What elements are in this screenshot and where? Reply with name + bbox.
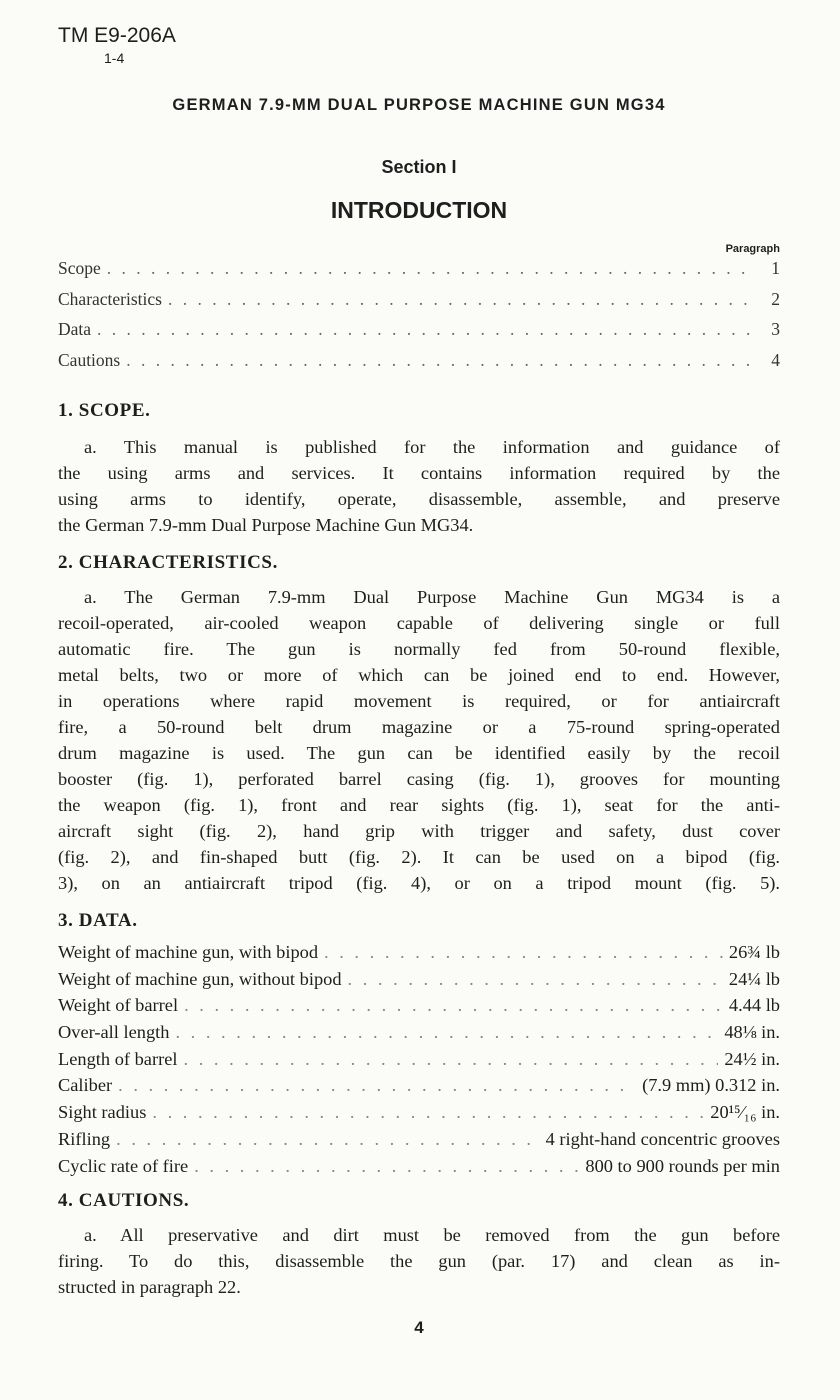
- text-line: a. All preservative and dirt must be removed from the gun before: [84, 1225, 780, 1245]
- data-row: [58, 1156, 780, 1183]
- data-label: Sight radius: [58, 1102, 147, 1123]
- toc-item-data: [58, 319, 780, 350]
- leader-dots: [348, 969, 723, 990]
- manual-page: [58, 0, 780, 1400]
- document-title: GERMAN 7.9-MM DUAL PURPOSE MACHINE GUN MG34: [172, 96, 666, 114]
- text-line: the weapon (fig. 1), front and rear sights (fig. 1), seat for the anti-: [58, 795, 780, 815]
- leader-dots: [118, 1075, 636, 1096]
- leader-dots: [107, 258, 756, 279]
- data-row: [58, 942, 780, 969]
- leader-dots: [116, 1129, 539, 1150]
- data-label: Weight of barrel: [58, 995, 179, 1016]
- data-row: [58, 1075, 780, 1102]
- data-value: 24½ in.: [724, 1048, 780, 1069]
- text-line: drum magazine is used. The gun can be identified easily by the recoil: [58, 743, 780, 763]
- leader-dots: [175, 1022, 718, 1043]
- section-title: INTRODUCTION: [330, 197, 508, 223]
- text-line: aircraft sight (fig. 2), hand grip with trigger and safety, dust cover: [58, 821, 780, 841]
- leader-dots: [324, 942, 723, 963]
- text-line: (fig. 2), and fin-shaped butt (fig. 2). It can be used on a bipod (fig.: [58, 847, 780, 867]
- data-label: Rifling: [58, 1128, 111, 1149]
- data-value: (7.9 mm) 0.312 in.: [642, 1075, 780, 1096]
- text-line: structed in paragraph 22.: [58, 1277, 241, 1297]
- document-id: TM E9-206A: [58, 24, 176, 47]
- data-label: Weight of machine gun, with bipod: [58, 942, 319, 962]
- toc-item-number: 2: [771, 288, 780, 309]
- data-label: Caliber: [58, 1075, 113, 1096]
- text-line: automatic fire. The gun is normally fed from 50-round flexible,: [58, 639, 780, 659]
- characteristics-heading: 2. CHARACTERISTICS.: [58, 552, 278, 573]
- toc-item-label: Scope: [58, 258, 101, 278]
- toc-item-cautions: [58, 350, 780, 381]
- section-label: Section I: [381, 157, 457, 177]
- data-value: 24¼ lb: [728, 968, 780, 989]
- page-number: 4: [414, 1318, 424, 1337]
- toc-item-label: Characteristics: [58, 288, 162, 309]
- toc-item-label: Cautions: [58, 349, 121, 370]
- text-line: in operations where rapid movement is required, or for antiaircraft: [58, 691, 780, 711]
- cautions-heading: 4. CAUTIONS.: [58, 1190, 190, 1211]
- leader-dots: [152, 1102, 704, 1123]
- data-value: 4.44 lb: [728, 995, 780, 1016]
- data-row: [58, 995, 780, 1022]
- leader-dots: [168, 289, 756, 310]
- toc-item-label: Data: [58, 319, 92, 339]
- data-value: 4 right-hand concentric grooves: [545, 1128, 780, 1149]
- data-label: Length of barrel: [58, 1048, 178, 1069]
- data-value: 26¾ lb: [728, 942, 780, 962]
- data-value: 48⅛ in.: [724, 1022, 780, 1043]
- text-line: 3), on an antiaircraft tripod (fig. 4), or on a tripod mount (fig. 5).: [58, 873, 780, 893]
- data-heading: 3. DATA.: [58, 910, 138, 931]
- cautions-paragraph: [58, 1222, 780, 1300]
- text-line: a. The German 7.9-mm Dual Purpose Machine Gun MG34 is a: [84, 587, 780, 607]
- data-value: 20¹⁵⁄₁₆ in.: [710, 1102, 780, 1123]
- paragraph-reference: 1-4: [104, 50, 125, 66]
- data-row: [58, 969, 780, 996]
- text-line: booster (fig. 1), perforated barrel casing (fig. 1), grooves for mounting: [58, 769, 780, 789]
- leader-dots: [184, 1049, 719, 1070]
- leader-dots: [184, 995, 723, 1016]
- data-row: [58, 1022, 780, 1049]
- toc-item-scope: [58, 258, 780, 289]
- data-label: Over-all length: [58, 1022, 170, 1043]
- toc-item-number: 3: [771, 319, 780, 339]
- data-table: [58, 942, 780, 1182]
- data-label: Cyclic rate of fire: [58, 1155, 189, 1176]
- text-line: firing. To do this, disassemble the gun (par. 17) and clean as in-: [58, 1251, 780, 1271]
- toc-item-characteristics: [58, 289, 780, 320]
- scope-heading: 1. SCOPE.: [58, 400, 151, 421]
- data-row: [58, 1049, 780, 1076]
- data-row: [58, 1102, 780, 1129]
- toc-item-number: 4: [771, 349, 780, 370]
- characteristics-paragraph: [58, 584, 780, 896]
- text-line: metal belts, two or more of which can be joined end to end. However,: [58, 665, 780, 685]
- text-line: the German 7.9-mm Dual Purpose Machine Gun MG34.: [58, 515, 474, 535]
- scope-paragraph: [58, 434, 780, 538]
- text-line: fire, a 50-round belt drum magazine or a 75-round spring-operated: [58, 717, 780, 737]
- text-line: the using arms and services. It contains information required by the: [58, 463, 780, 483]
- leader-dots: [194, 1156, 579, 1177]
- text-line: a. This manual is published for the information and guidance of: [84, 437, 780, 457]
- toc-column-header: Paragraph: [725, 243, 780, 255]
- text-line: using arms to identify, operate, disassemble, assemble, and preserve: [58, 489, 780, 509]
- data-value: 800 to 900 rounds per min: [585, 1155, 780, 1176]
- leader-dots: [97, 319, 756, 340]
- leader-dots: [126, 350, 756, 371]
- data-label: Weight of machine gun, without bipod: [58, 968, 342, 989]
- text-line: recoil-operated, air-cooled weapon capable of delivering single or full: [58, 613, 780, 633]
- table-of-contents: [58, 258, 780, 380]
- toc-item-number: 1: [771, 258, 780, 278]
- data-row: [58, 1129, 780, 1156]
